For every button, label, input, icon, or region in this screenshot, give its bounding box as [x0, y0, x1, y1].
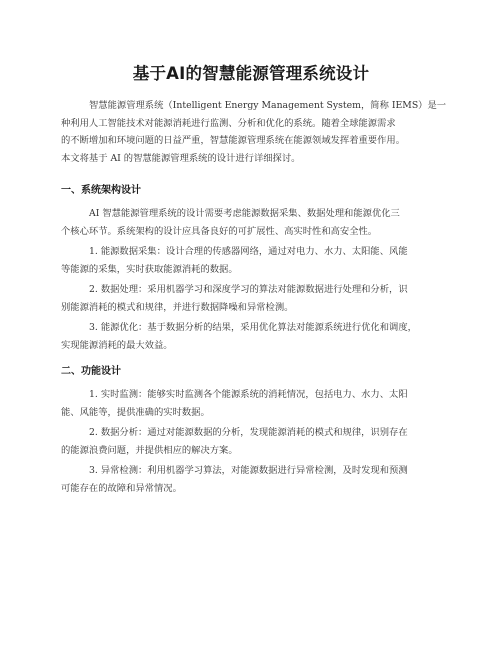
list-item [61, 243, 451, 278]
text-line: 实现能源消耗的最大效益。 [61, 339, 173, 351]
text-line: 本文将基于 AI 的智慧能源管理系统的设计进行详细探讨。 [61, 152, 301, 164]
list-item [61, 424, 451, 459]
section-heading: 一、系统架构设计 [61, 185, 141, 196]
document-title: 基于AI的智慧能源管理系统设计 [132, 64, 370, 83]
text-line: AI 智慧能源管理系统的设计需要考虑能源数据采集、数据处理和能源优化三 [89, 208, 400, 219]
text-line: 个核心环节。系统架构的设计应具备良好的可扩展性、高实时性和高安全性。 [61, 225, 378, 237]
text-line: 等能源的采集，实时获取能源消耗的数据。 [61, 263, 238, 275]
text-line: 3. 异常检测：利用机器学习算法，对能源数据进行异常检测，及时发现和预测 [89, 465, 408, 476]
text-line: 的不断增加和环境问题的日益严重，智慧能源管理系统在能源领域发挥着重要作用。 [61, 135, 405, 146]
text-line: 种利用人工智能技术对能源消耗进行监测、分析和优化的系统。随着全球能源需求 [61, 117, 396, 129]
text-line: 的能源浪费问题，并提供相应的解决方案。 [61, 444, 238, 456]
list-item [61, 386, 451, 421]
list-item [61, 319, 451, 354]
section-heading: 二、功能设计 [61, 366, 121, 377]
text-line: 1. 实时监测：能够实时监测各个能源系统的消耗情况，包括电力、水力、太阳 [89, 389, 408, 400]
text-line: 别能源消耗的模式和规律，并进行数据降噪和异常检测。 [61, 301, 294, 313]
section-paragraph [61, 205, 451, 240]
list-item [61, 281, 451, 316]
text-line: 1. 能源数据采集：设计合理的传感器网络，通过对电力、水力、太阳能、风能 [89, 246, 408, 257]
text-line: 能、风能等，提供准确的实时数据。 [61, 406, 210, 418]
text-line: 可能存在的故障和异常情况。 [61, 482, 182, 494]
intro-paragraph [61, 97, 451, 167]
text-line: 2. 数据分析：通过对能源数据的分析，发现能源消耗的模式和规律，识别存在 [89, 427, 408, 438]
text-line: 2. 数据处理：采用机器学习和深度学习的算法对能源数据进行处理和分析，识 [89, 284, 408, 295]
text-line: 智慧能源管理系统（Intelligent Energy Management System，简称 IEMS）是一 [89, 100, 447, 111]
text-line: 3. 能源优化：基于数据分析的结果，采用优化算法对能源系统进行优化和调度， [89, 322, 417, 333]
list-item [61, 462, 451, 497]
